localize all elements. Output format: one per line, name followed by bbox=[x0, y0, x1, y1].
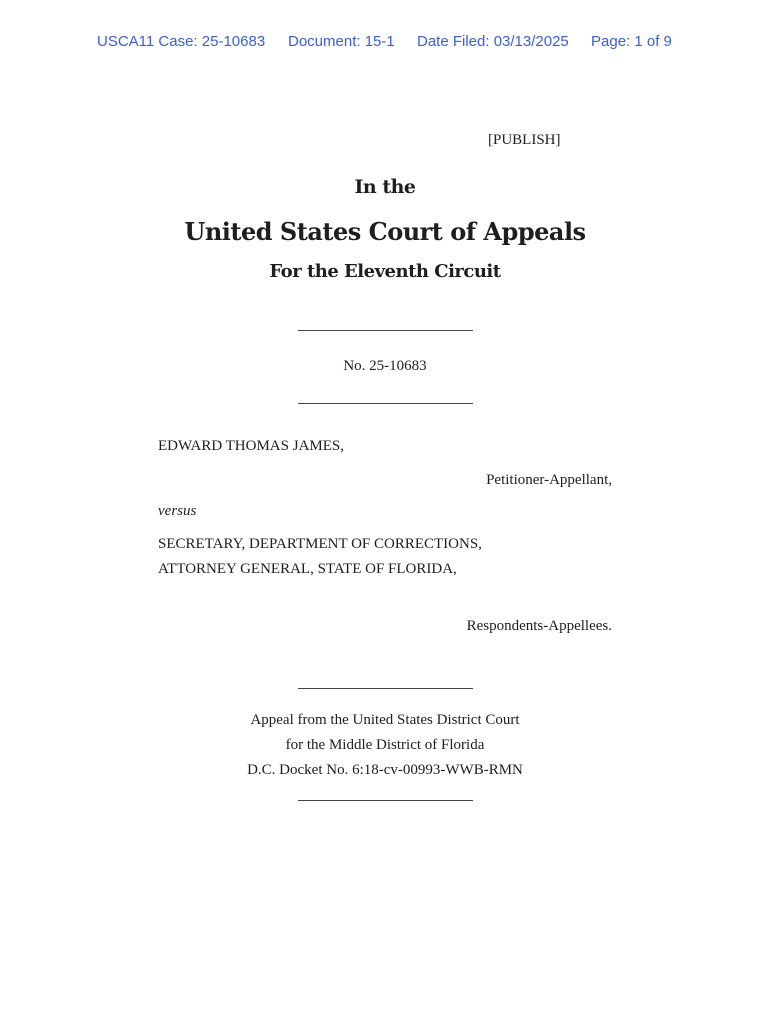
court-circuit: For the Eleventh Circuit bbox=[269, 261, 501, 282]
separator-line bbox=[298, 688, 473, 689]
separator-line bbox=[298, 800, 473, 801]
header-document-number: Document: 15-1 bbox=[288, 33, 395, 50]
header-case-number: USCA11 Case: 25-10683 bbox=[97, 33, 266, 50]
separator-line bbox=[298, 403, 473, 404]
petitioner-role: Petitioner-Appellant, bbox=[486, 472, 612, 488]
court-prefix: In the bbox=[354, 176, 416, 198]
docket-number: D.C. Docket No. 6:18-cv-00993-WWB-RMN bbox=[247, 762, 523, 778]
case-number: No. 25-10683 bbox=[343, 358, 427, 374]
appeal-info bbox=[0, 708, 770, 783]
appeal-line: Appeal from the United States District Court bbox=[250, 712, 520, 728]
court-name: United States Court of Appeals bbox=[184, 217, 586, 246]
respondents-role: Respondents-Appellees. bbox=[466, 618, 612, 634]
separator-line bbox=[298, 330, 473, 331]
publish-tag: [PUBLISH] bbox=[488, 132, 561, 148]
header-page-count: Page: 1 of 9 bbox=[591, 33, 672, 50]
petitioner-name: EDWARD THOMAS JAMES, bbox=[158, 438, 344, 454]
versus-label: versus bbox=[158, 503, 197, 519]
respondent-name: ATTORNEY GENERAL, STATE OF FLORIDA, bbox=[158, 561, 457, 577]
header-date-filed: Date Filed: 03/13/2025 bbox=[417, 33, 569, 50]
appeal-line: for the Middle District of Florida bbox=[285, 737, 485, 753]
respondent-name: SECRETARY, DEPARTMENT OF CORRECTIONS, bbox=[158, 536, 482, 552]
